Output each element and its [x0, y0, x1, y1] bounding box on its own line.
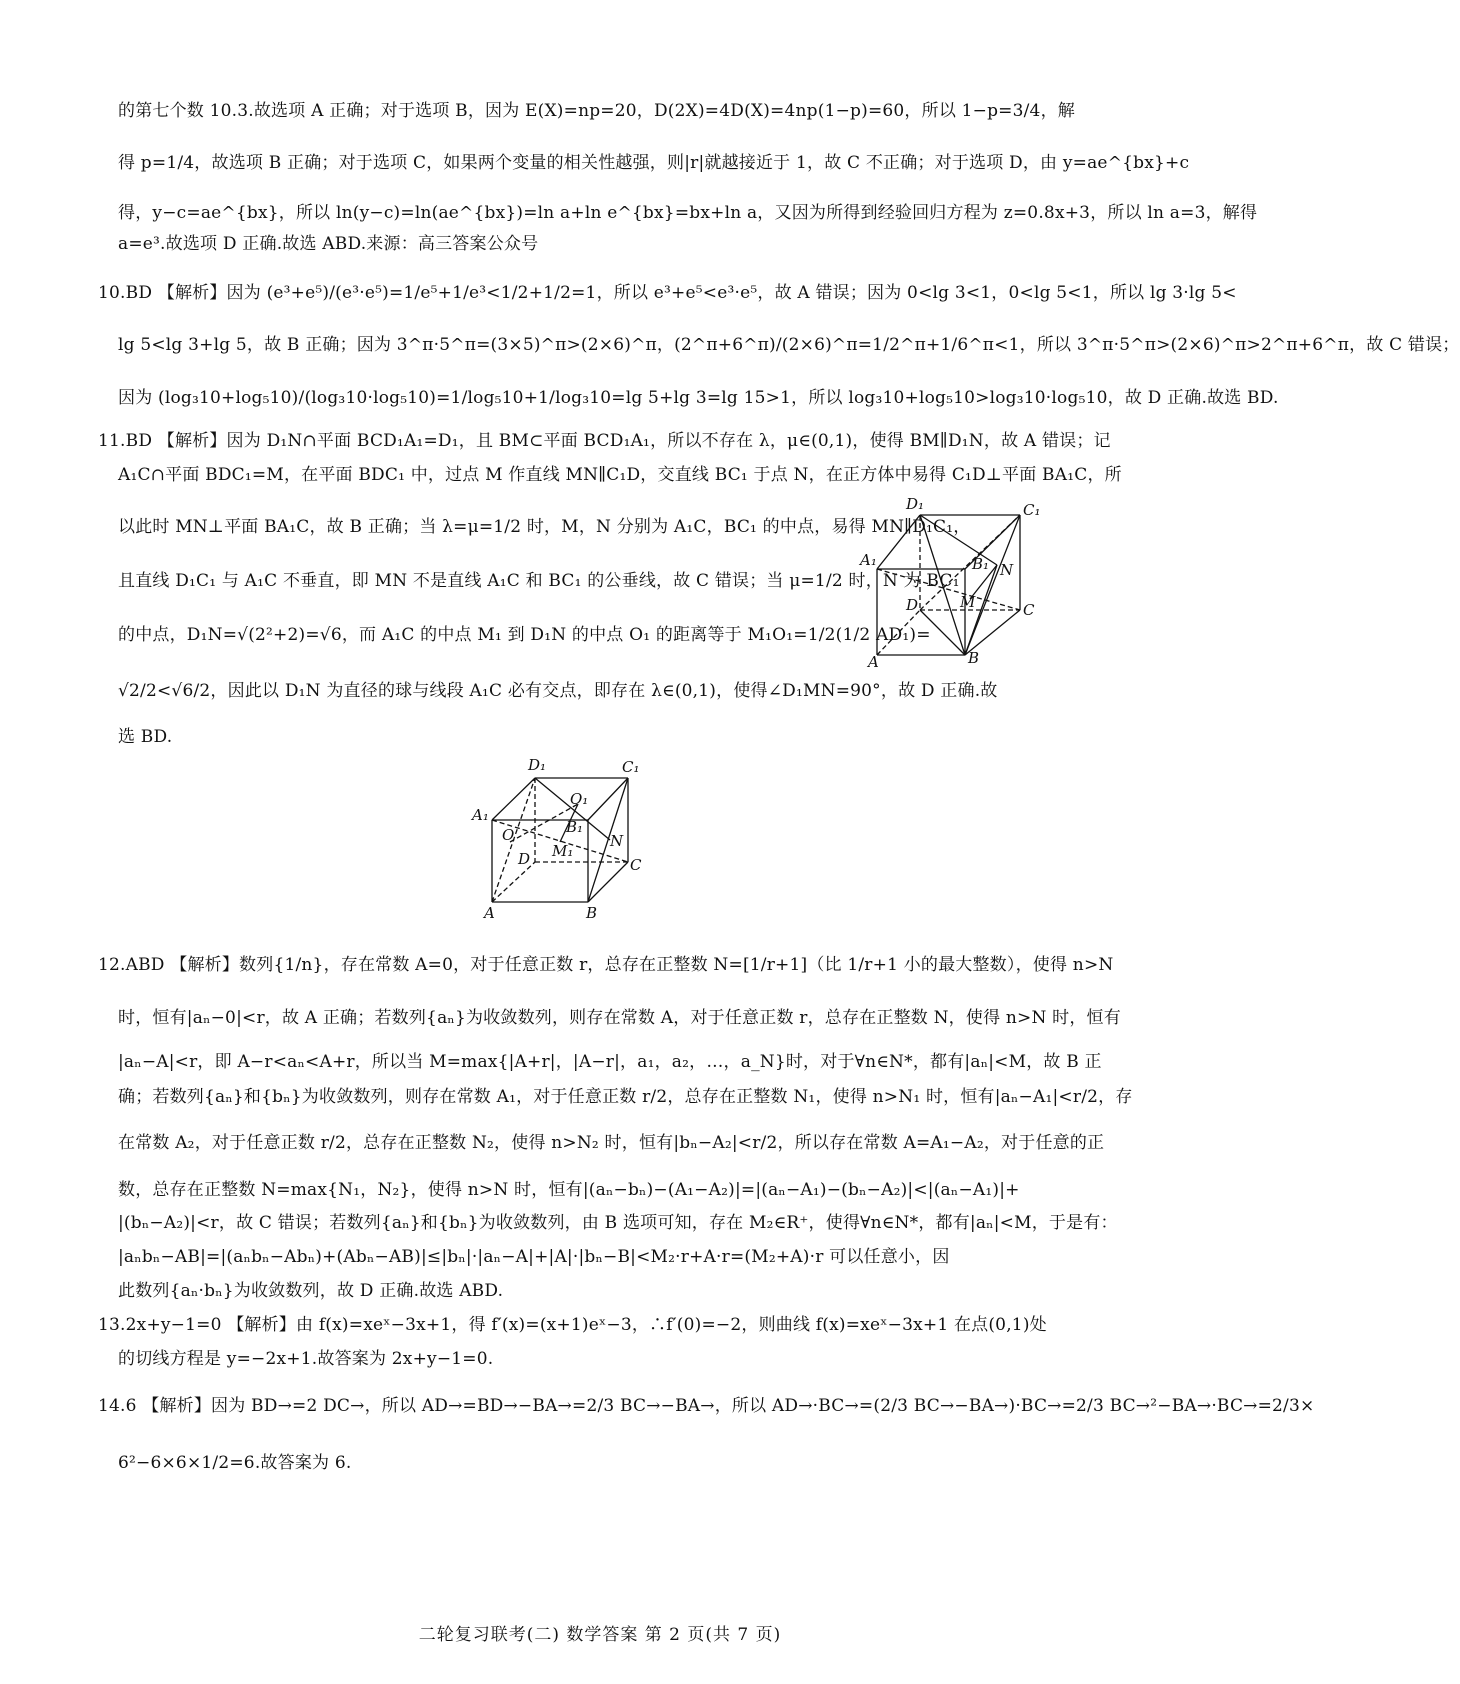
label-M: M — [960, 593, 976, 611]
text-line: 且直线 D₁C₁ 与 A₁C 不垂直，即 MN 不是直线 A₁C 和 BC₁ 的公垂线，故 C 错误；当 μ=1/2 时，N 为 BC₁ — [118, 571, 960, 591]
label-M1: M₁ — [552, 842, 574, 860]
cube-figure-2 — [470, 752, 660, 922]
text-line: 的中点，D₁N=√(2²+2)=√6，而 A₁C 的中点 M₁ 到 D₁N 的中点 O₁ 的距离等于 M₁O₁=1/2(1/2 AD₁)= — [118, 625, 931, 645]
text-line: 选 BD. — [118, 727, 173, 747]
label-D1: D₁ — [906, 495, 925, 513]
label-D: D — [906, 596, 919, 614]
label-C1: C₁ — [1023, 501, 1041, 519]
text-line: 数，总存在正整数 N=max{N₁，N₂}，使得 n>N 时，恒有|(aₙ−bₙ)−(A₁−A₂)|=|(aₙ−A₁)−(bₙ−A₂)|<|(aₙ−A₁)|+ — [118, 1180, 1020, 1200]
label-N: N — [1000, 561, 1014, 579]
page-footer: 二轮复习联考(二) 数学答案 第 2 页(共 7 页) — [418, 1625, 782, 1645]
text-line: 得，y−c=ae^{bx}，所以 ln(y−c)=ln(ae^{bx})=ln a+ln e^{bx}=bx+ln a，又因为所得到经验回归方程为 z=0.8x+3，所以 ln a=3，解得 — [118, 203, 1258, 223]
text-line: 的第七个数 10.3.故选项 A 正确；对于选项 B，因为 E(X)=np=20，D(2X)=4D(X)=4np(1−p)=60，所以 1−p=3/4，解 — [118, 101, 1075, 121]
label-A1: A₁ — [860, 551, 877, 569]
text-line: 时，恒有|aₙ−0|<r，故 A 正确；若数列{aₙ}为收敛数列，则存在常数 A，对于任意正数 r，总存在正整数 N，使得 n>N 时，恒有 — [118, 1008, 1121, 1028]
text-line: 12.ABD 【解析】数列{1/n}，存在常数 A=0，对于任意正数 r，总存在正整数 N=[1/r+1]（比 1/r+1 小的最大整数），使得 n>N — [98, 955, 1114, 975]
label-C: C — [1023, 601, 1035, 619]
text-line: 11.BD 【解析】因为 D₁N∩平面 BCD₁A₁=D₁，且 BM⊂平面 BCD₁A₁，所以不存在 λ，μ∈(0,1)，使得 BM∥D₁N，故 A 错误；记 — [98, 431, 1111, 451]
text-line: √2/2<√6/2，因此以 D₁N 为直径的球与线段 A₁C 必有交点，即存在 λ∈(0,1)，使得∠D₁MN=90°，故 D 正确.故 — [118, 681, 998, 701]
text-line: 13.2x+y−1=0 【解析】由 f(x)=xeˣ−3x+1，得 f′(x)=(x+1)eˣ−3，∴f′(0)=−2，则曲线 f(x)=xeˣ−3x+1 在点(0,1)处 — [98, 1315, 1047, 1335]
text-line: A₁C∩平面 BDC₁=M，在平面 BDC₁ 中，过点 M 作直线 MN∥C₁D，交直线 BC₁ 于点 N，在正方体中易得 C₁D⊥平面 BA₁C，所 — [118, 465, 1122, 485]
label-A: A — [484, 904, 495, 922]
text-line: 因为 (log₃10+log₅10)/(log₃10·log₅10)=1/log₅10+1/log₃10=lg 5+lg 3=lg 15>1，所以 log₃10+log₅10>log₃10·log₅10，故 D 正确.故选 BD. — [118, 388, 1279, 408]
text-line: 的切线方程是 y=−2x+1.故答案为 2x+y−1=0. — [118, 1349, 494, 1369]
cube-figure-1 — [860, 495, 1060, 670]
text-line: |aₙ−A|<r，即 A−r<aₙ<A+r，所以当 M=max{|A+r|，|A−r|，a₁，a₂，…，a_N}时，对于∀n∈N*，都有|aₙ|<M，故 B 正 — [118, 1052, 1102, 1072]
text-line: 在常数 A₂，对于任意正数 r/2，总存在正整数 N₂，使得 n>N₂ 时，恒有|bₙ−A₂|<r/2，所以存在常数 A=A₁−A₂，对于任意的正 — [118, 1133, 1105, 1153]
text-line: 确；若数列{aₙ}和{bₙ}为收敛数列，则存在常数 A₁，对于任意正数 r/2，总存在正整数 N₁，使得 n>N₁ 时，恒有|aₙ−A₁|<r/2，存 — [118, 1087, 1133, 1107]
label-N: N — [610, 832, 624, 850]
label-B: B — [968, 649, 980, 667]
text-line: |(bₙ−A₂)|<r，故 C 错误；若数列{aₙ}和{bₙ}为收敛数列，由 B 选项可知，存在 M₂∈R⁺，使得∀n∈N*，都有|aₙ|<M，于是有： — [118, 1213, 1118, 1233]
label-B1: B₁ — [566, 818, 584, 836]
label-B1: B₁ — [972, 555, 990, 573]
label-A: A — [868, 653, 879, 671]
text-line: 得 p=1/4，故选项 B 正确；对于选项 C，如果两个变量的相关性越强，则|r|就越接近于 1，故 C 不正确；对于选项 D，由 y=ae^{bx}+c — [118, 153, 1190, 173]
label-C: C — [630, 856, 642, 874]
label-A1: A₁ — [472, 806, 489, 824]
text-line: 10.BD 【解析】因为 (e³+e⁵)/(e³·e⁵)=1/e⁵+1/e³<1/2+1/2=1，所以 e³+e⁵<e³·e⁵，故 A 错误；因为 0<lg 3<1，0<lg 5<1，所以 lg 3·lg 5< — [98, 283, 1237, 303]
label-O: O — [502, 826, 515, 844]
text-line: 以此时 MN⊥平面 BA₁C，故 B 正确；当 λ=μ=1/2 时，M，N 分别为 A₁C，BC₁ 的中点，易得 MN∥D₁C₁， — [118, 517, 971, 537]
text-line: |aₙbₙ−AB|=|(aₙbₙ−Abₙ)+(Abₙ−AB)|≤|bₙ|·|aₙ−A|+|A|·|bₙ−B|<M₂·r+A·r=(M₂+A)·r 可以任意小，因 — [118, 1247, 950, 1267]
label-O1: O₁ — [570, 790, 589, 808]
label-C1: C₁ — [622, 758, 640, 776]
text-line: lg 5<lg 3+lg 5，故 B 正确；因为 3^π·5^π=(3×5)^π>(2×6)^π，(2^π+6^π)/(2×6)^π=1/2^π+1/6^π<1，所以 3^π·5^π>(2×6)^π>2^π+6^π，故 C 错误； — [118, 335, 1460, 355]
label-D: D — [518, 850, 531, 868]
label-D1: D₁ — [528, 756, 547, 774]
text-line: 6²−6×6×1/2=6.故答案为 6. — [118, 1453, 352, 1473]
text-line: 14.6 【解析】因为 BD→=2 DC→，所以 AD→=BD→−BA→=2/3 BC→−BA→，所以 AD→·BC→=(2/3 BC→−BA→)·BC→=2/3 BC→²−BA→·BC→=2/3× — [98, 1396, 1315, 1416]
text-line: a=e³.故选项 D 正确.故选 ABD.来源：高三答案公众号 — [118, 234, 539, 254]
label-B: B — [586, 904, 598, 922]
text-line: 此数列{aₙ·bₙ}为收敛数列，故 D 正确.故选 ABD. — [118, 1281, 504, 1301]
